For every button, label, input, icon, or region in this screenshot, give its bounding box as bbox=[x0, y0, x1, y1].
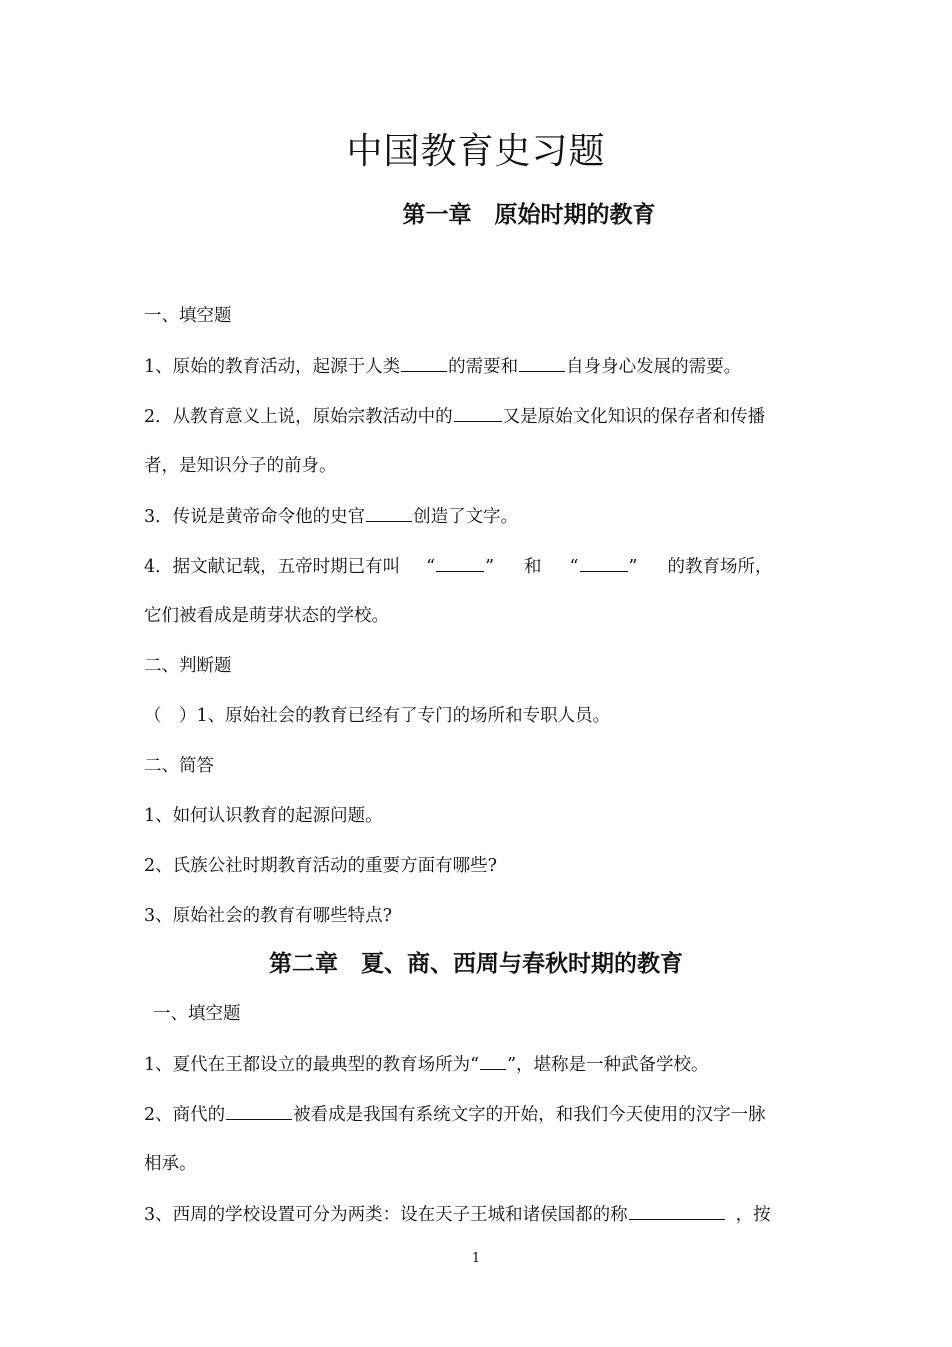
ch1-section-short-answer-heading: 二、简答 bbox=[144, 756, 214, 776]
answer-blank bbox=[401, 353, 447, 372]
chapter-1-heading: 第一章 原始时期的教育 bbox=[402, 202, 656, 228]
ch2-fill-question-2: 2、商代的 被看成是我国有系统文字的开始，和我们今天使用的汉字一脉 bbox=[144, 1101, 814, 1128]
ch1-fill-question-4-continued: 它们被看成是萌芽状态的学校。 bbox=[144, 606, 389, 626]
ch1-short-question-3: 3、原始社会的教育有哪些特点? bbox=[144, 906, 393, 926]
answer-blank bbox=[629, 1201, 725, 1220]
ch1-section-fill-heading: 一、填空题 bbox=[144, 306, 232, 326]
answer-blank bbox=[580, 553, 628, 572]
ch1-short-question-1: 1、如何认识教育的起源问题。 bbox=[144, 806, 383, 826]
ch1-judge-question-1: （ ）1、原始社会的教育已经有了专门的场所和专职人员。 bbox=[144, 706, 611, 726]
ch1-fill-question-2: 2．从教育意义上说，原始宗教活动中的 又是原始文化知识的保存者和传播 bbox=[144, 403, 814, 430]
answer-blank bbox=[519, 353, 565, 372]
ch1-section-judge-heading: 二、判断题 bbox=[144, 656, 232, 676]
page-number: 1 bbox=[471, 1251, 481, 1266]
ch1-fill-question-1: 1、原始的教育活动，起源于人类 的需要和 自身身心发展的需要。 bbox=[144, 353, 814, 380]
ch2-section-fill-heading: 一、填空题 bbox=[153, 1004, 241, 1024]
answer-blank bbox=[454, 403, 502, 422]
chapter-2-heading: 第二章 夏、商、西周与春秋时期的教育 bbox=[269, 951, 683, 977]
ch1-fill-question-2-continued: 者，是知识分子的前身。 bbox=[144, 456, 337, 476]
ch2-fill-question-2-continued: 相承。 bbox=[144, 1154, 197, 1174]
ch2-fill-question-1: 1、夏代在王都设立的最典型的教育场所为“ ”，堪称是一种武备学校。 bbox=[144, 1051, 814, 1078]
document-title: 中国教育史习题 bbox=[346, 131, 606, 172]
answer-blank bbox=[480, 1051, 506, 1070]
answer-blank bbox=[366, 503, 412, 522]
ch2-fill-question-3: 3、西周的学校设置可分为两类：设在天子王城和诸侯国都的称 ，按 bbox=[144, 1201, 814, 1228]
answer-blank bbox=[226, 1101, 292, 1120]
ch1-fill-question-3: 3．传说是黄帝命令他的史官 创造了文字。 bbox=[144, 503, 814, 530]
ch1-fill-question-4: 4．据文献记载，五帝时期已有叫 “ ” 和 “ ” 的教育场所， bbox=[144, 553, 814, 580]
answer-blank bbox=[436, 553, 484, 572]
ch1-short-question-2: 2、氏族公社时期教育活动的重要方面有哪些? bbox=[144, 856, 498, 876]
